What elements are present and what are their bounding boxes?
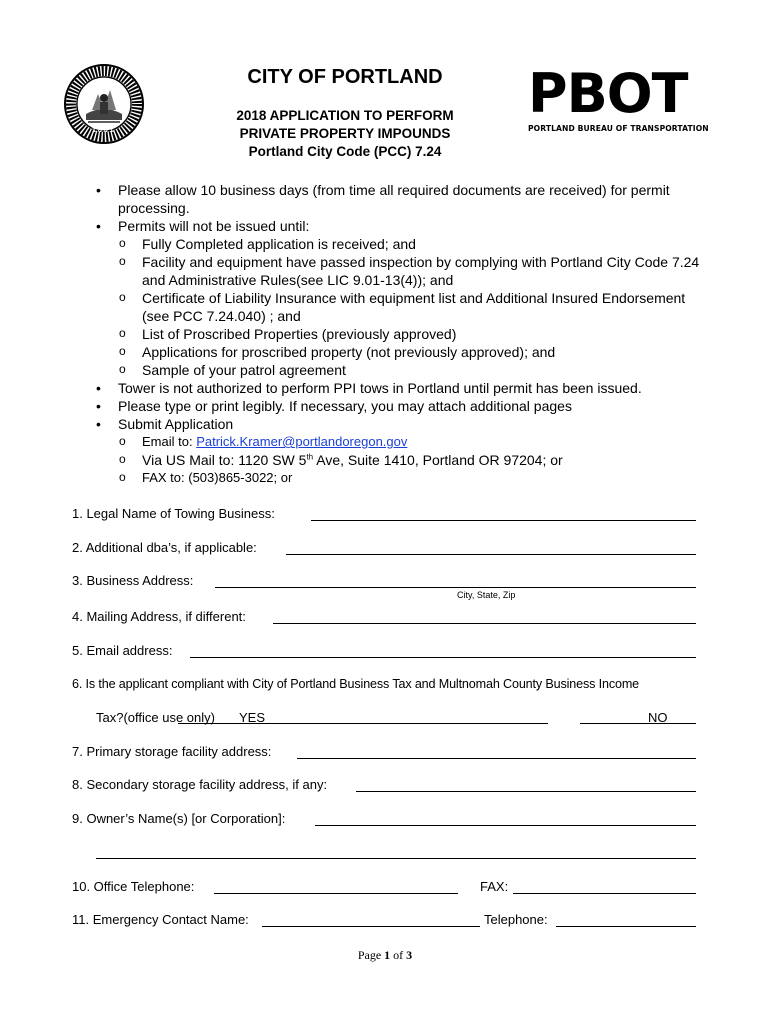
email-input[interactable] xyxy=(190,657,696,658)
owner-names-input[interactable] xyxy=(315,825,696,826)
submit-fax: o FAX to: (503)865-3022; or xyxy=(74,469,716,487)
list-item: • Please type or print legibly. If necessary, you may attach additional pages xyxy=(96,397,716,415)
field-label-primary-storage: 7. Primary storage facility address: xyxy=(72,744,272,759)
submit-mail xyxy=(74,451,716,469)
submit-email xyxy=(74,433,716,451)
sub-list-item: o Applications for proscribed property (not previously approved); and xyxy=(74,343,716,361)
sub-list-item: o List of Proscribed Properties (previously approved) xyxy=(74,325,716,343)
mailing-address-input[interactable] xyxy=(273,623,696,624)
field-label-emergency-telephone: Telephone: xyxy=(484,912,548,927)
sub-list-item: o Facility and equipment have passed inspection by complying with Portland City Code 7.24 and Administrative Rules(see LIC 9.01-13(4)); and xyxy=(74,253,716,289)
field-label-owner-names: 9. Owner’s Name(s) [or Corporation]: xyxy=(72,811,286,826)
instructions-list xyxy=(96,181,716,487)
yes-option: YES xyxy=(239,710,266,725)
legal-name-input[interactable] xyxy=(311,520,696,521)
primary-storage-input[interactable] xyxy=(297,758,696,759)
submit-email-label: Email to: xyxy=(142,434,197,449)
page-label: Page xyxy=(357,948,385,962)
emergency-contact-input[interactable] xyxy=(262,926,480,927)
field-label-email: 5. Email address: xyxy=(72,643,173,658)
city-state-zip-hint: City, State, Zip xyxy=(457,590,516,600)
page-title: CITY OF PORTLAND xyxy=(247,66,443,88)
field-label-tax-compliance: 6. Is the applicant compliant with City of Portland Business Tax and Multnomah County Business Income xyxy=(72,677,640,691)
field-label-legal-name: 1. Legal Name of Towing Business: xyxy=(72,506,275,521)
submit-mail-sup: th xyxy=(306,452,314,462)
form-subtitle-line-1: 2018 APPLICATION TO PERFORM xyxy=(236,108,454,123)
seal-year: 1851 xyxy=(92,127,116,134)
secondary-storage-input[interactable] xyxy=(356,791,696,792)
tax-yes-input[interactable] xyxy=(178,723,548,724)
list-item: • Please allow 10 business days (from time all required documents are received) for permit processing. xyxy=(96,181,716,217)
pbot-wordmark: PBOT xyxy=(528,62,688,125)
page-number xyxy=(0,948,770,963)
field-label-fax: FAX: xyxy=(480,879,509,894)
field-label-secondary-storage: 8. Secondary storage facility address, if any: xyxy=(72,777,328,792)
field-label-emergency-contact: 11. Emergency Contact Name: xyxy=(72,912,249,927)
sub-list-item: o Certificate of Liability Insurance with equipment list and Additional Insured Endorsement (see PCC 7.24.040) ; and xyxy=(74,289,716,325)
list-item: • Tower is not authorized to perform PPI tows in Portland until permit has been issued. xyxy=(96,379,716,397)
page-of: of xyxy=(390,948,407,962)
field-label-mailing-address: 4. Mailing Address, if different: xyxy=(72,609,246,624)
fax-input[interactable] xyxy=(513,893,696,894)
pbot-logo xyxy=(528,62,709,133)
dba-input[interactable] xyxy=(286,554,696,555)
office-telephone-input[interactable] xyxy=(214,893,458,894)
business-address-input[interactable] xyxy=(215,587,696,588)
form-header xyxy=(200,66,490,161)
email-link[interactable]: Patrick.Kramer@portlandoregon.gov xyxy=(196,434,408,449)
field-label-tax-office-use: Tax?(office use only) xyxy=(96,710,215,725)
page-total: 3 xyxy=(406,948,413,962)
submit-mail-post: Ave, Suite 1410, Portland OR 97204; or xyxy=(313,452,563,468)
field-label-dba: 2. Additional dba’s, if applicable: xyxy=(72,540,257,555)
form-subtitle-line-3: Portland City Code (PCC) 7.24 xyxy=(248,144,442,159)
submit-mail-pre: Via US Mail to: 1120 SW 5 xyxy=(142,452,307,468)
list-item: • Permits will not be issued until: xyxy=(96,217,716,235)
list-item: • Submit Application xyxy=(96,415,716,433)
sub-list-item: o Sample of your patrol agreement xyxy=(74,361,716,379)
emergency-telephone-input[interactable] xyxy=(556,926,696,927)
sub-list-item: o Fully Completed application is received; and xyxy=(74,235,716,253)
page-current: 1 xyxy=(384,948,391,962)
field-label-business-address: 3. Business Address: xyxy=(72,573,194,588)
no-option: NO xyxy=(648,710,668,725)
form-subtitle-line-2: PRIVATE PROPERTY IMPOUNDS xyxy=(239,126,451,141)
owner-names-input-line-2[interactable] xyxy=(96,858,696,859)
pbot-tagline: PORTLAND BUREAU OF TRANSPORTATION xyxy=(528,124,709,133)
field-label-office-telephone: 10. Office Telephone: xyxy=(72,879,195,894)
tax-no-input[interactable] xyxy=(580,723,696,724)
